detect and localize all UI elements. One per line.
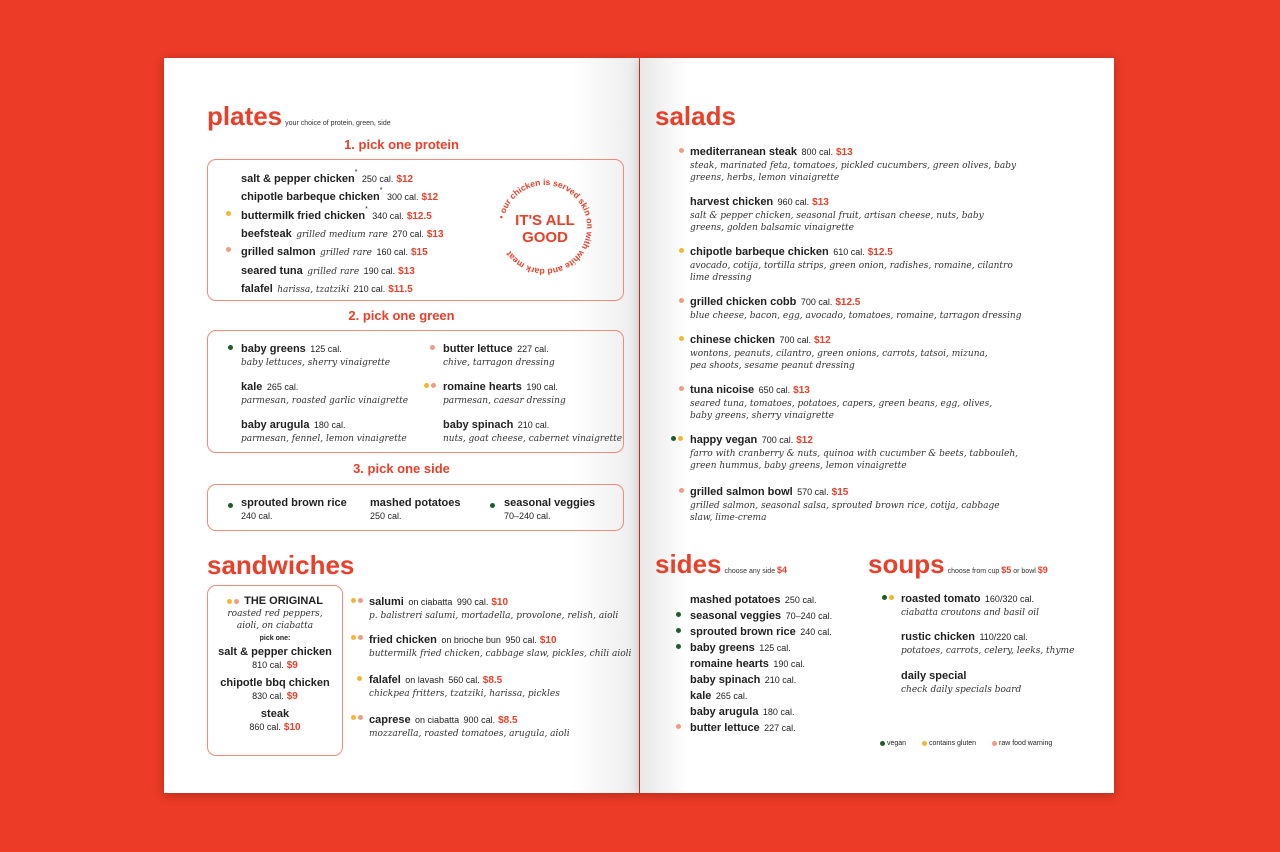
green-item [241, 339, 390, 369]
vegan-icon [490, 503, 495, 508]
sides-item-cal: 265 cal. [715, 691, 748, 701]
salad-price: $13 [835, 147, 853, 158]
protein-cal: 300 cal. [386, 192, 419, 202]
sandwich-bread: on lavash [405, 675, 444, 685]
gluten-icon [351, 635, 356, 640]
green-desc: chive, tarragon dressing [443, 358, 555, 368]
sandwich-cal: 990 cal. [456, 597, 489, 607]
sandwich-desc: mozzarella, roasted tomatoes, arugula, aioli [369, 729, 570, 739]
salad-item [690, 330, 1000, 372]
sides-item-cal: 125 cal. [759, 643, 791, 653]
original-option-cal: 830 cal. [252, 691, 284, 701]
sandwich-price: $10 [491, 597, 509, 608]
protein-dots-salmon [226, 245, 233, 255]
sandwich-price: $8.5 [482, 675, 503, 686]
raw-icon [992, 741, 997, 746]
gluten-icon [226, 211, 231, 216]
sandwich-dots [351, 713, 365, 723]
green-desc: baby lettuces, sherry vinaigrette [241, 358, 391, 368]
protein-name: falafel [241, 283, 273, 295]
protein-item [241, 242, 428, 260]
side-dots [228, 501, 235, 511]
protein-mark: * [365, 206, 368, 213]
sides-item-name: baby arugula [690, 706, 759, 718]
original-pick-label: pick one: [259, 635, 291, 642]
green-name: baby greens [241, 343, 306, 355]
sides-item-name: baby greens [690, 642, 755, 654]
salad-dots [679, 246, 686, 256]
protein-name: chipotle barbeque chicken [241, 191, 380, 203]
protein-price: $15 [410, 247, 428, 258]
step-pick-side: 3. pick one side [353, 461, 450, 476]
green-cal: 125 cal. [310, 344, 342, 354]
original-option-price: $10 [283, 722, 301, 733]
sides-item-name: sprouted brown rice [690, 626, 796, 638]
sandwich-desc: p. balistreri salumi, mortadella, provolone, relish, aioli [369, 611, 619, 621]
vegan-icon [882, 595, 887, 600]
green-desc: parmesan, roasted garlic vinaigrette [241, 396, 409, 406]
sides-item-cal: 190 cal. [773, 659, 805, 669]
soup-desc: check daily specials board [901, 685, 1022, 695]
green-desc: nuts, goat cheese, cabernet vinaigrette [443, 434, 623, 444]
protein-name: salt & pepper chicken [241, 173, 355, 185]
salad-price: $12.5 [835, 297, 861, 308]
salad-cal: 960 cal. [777, 197, 810, 207]
salad-desc: avocado, cotija, tortilla strips, green onion, radishes, romaine, cilantro lime dressing [690, 261, 1013, 283]
salad-dots [679, 296, 686, 306]
salad-name: harvest chicken [690, 196, 774, 208]
green-cal: 265 cal. [266, 382, 299, 392]
sandwich-bread: on brioche bun [441, 635, 501, 645]
gluten-icon [357, 676, 362, 681]
original-name: THE ORIGINAL [244, 595, 323, 607]
protein-price: $13 [398, 266, 415, 277]
salad-dots [679, 334, 686, 344]
soup-name: roasted tomato [901, 593, 981, 605]
sandwich-item [369, 592, 618, 622]
green-item [443, 339, 555, 369]
gluten-icon [889, 595, 894, 600]
salad-price: $12.5 [867, 247, 893, 258]
sandwich-desc: buttermilk fried chicken, cabbage slaw, pickles, chili aioli [369, 649, 632, 659]
salad-name: tuna nicoise [690, 384, 755, 396]
its-all-good-badge [489, 171, 601, 283]
raw-icon [358, 715, 363, 720]
vegan-icon [671, 436, 676, 441]
green-dots [228, 343, 235, 353]
green-desc: parmesan, caesar dressing [443, 396, 566, 406]
sides-item-cal: 180 cal. [762, 707, 795, 717]
gluten-icon [351, 715, 356, 720]
salad-name: grilled chicken cobb [690, 296, 797, 308]
salad-cal: 700 cal. [779, 335, 811, 345]
sandwich-price: $8.5 [498, 715, 518, 726]
salad-desc: grilled salmon, seasonal salsa, sprouted brown rice, cotija, cabbage slaw, lime-crema [690, 501, 1000, 523]
soup-dots [882, 593, 896, 603]
protein-item [241, 279, 413, 297]
green-desc: parmesan, fennel, lemon vinaigrette [241, 434, 407, 444]
side-name: sprouted brown rice [241, 497, 347, 509]
green-item [443, 415, 622, 445]
protein-cal: 160 cal. [376, 247, 408, 257]
step-pick-green: 2. pick one green [348, 308, 455, 323]
sandwich-name: caprese [369, 714, 411, 726]
vegan-icon [228, 345, 233, 350]
salad-item [690, 192, 1020, 234]
original-desc: roasted red peppers, aioli, on ciabatta [227, 609, 323, 631]
soup-name: rustic chicken [901, 631, 975, 643]
salad-cal: 700 cal. [800, 297, 833, 307]
salad-item [690, 242, 1020, 284]
sandwich-price: $10 [539, 635, 557, 646]
protein-extra: grilled rare [307, 267, 360, 277]
legend-raw: raw food warning [998, 740, 1053, 747]
salad-cal: 570 cal. [797, 487, 829, 497]
protein-price: $12.5 [406, 211, 432, 222]
protein-cal: 340 cal. [372, 211, 404, 221]
raw-icon [358, 635, 363, 640]
salad-cal: 650 cal. [758, 385, 791, 395]
side-item [370, 496, 460, 522]
raw-icon [234, 599, 239, 604]
sides-item-cal: 240 cal. [800, 627, 832, 637]
sandwich-dots [351, 633, 365, 643]
raw-icon [679, 298, 684, 303]
green-cal: 190 cal. [526, 382, 558, 392]
salad-desc: salt & pepper chicken, seasonal fruit, artisan cheese, nuts, baby greens, golden balsamic vinaigrette [690, 211, 984, 233]
soup-item [901, 666, 1021, 696]
sides-item-name: seasonal veggies [690, 610, 782, 622]
raw-icon [676, 724, 681, 729]
protein-item [241, 224, 444, 242]
original-option-name: salt & pepper chicken [218, 646, 332, 658]
sides-item [676, 718, 796, 736]
protein-item [241, 187, 438, 205]
green-item [241, 415, 407, 445]
salad-name: chinese chicken [690, 334, 775, 346]
original-option [208, 676, 342, 703]
gluten-icon [678, 436, 683, 441]
sides-item-name: kale [690, 690, 712, 702]
green-dots [424, 381, 438, 391]
soups-heading [868, 550, 1048, 586]
protein-name: grilled salmon [241, 246, 316, 258]
sandwich-name: falafel [369, 674, 401, 686]
soups-note-a: choose from cup [947, 568, 1000, 575]
green-name: baby arugula [241, 419, 310, 431]
soup-item [901, 627, 1074, 657]
sides-item-name: baby spinach [690, 674, 761, 686]
soups-title: soups [868, 549, 945, 579]
protein-item [241, 261, 415, 279]
gluten-icon [679, 336, 684, 341]
gluten-icon [922, 741, 927, 746]
sides-title: sides [655, 549, 722, 579]
salad-item [690, 430, 1020, 472]
sides-price: $4 [777, 565, 788, 575]
protein-extra: grilled rare [320, 248, 372, 258]
side-cal: 250 cal. [370, 511, 402, 521]
greens-box [207, 330, 624, 453]
soup-name: daily special [901, 670, 967, 682]
soup-desc: potatoes, carrots, celery, leeks, thyme [901, 646, 1075, 656]
sides-item-name: mashed potatoes [690, 594, 781, 606]
protein-extra: harissa, tzatziki [277, 285, 350, 295]
side-box [207, 484, 624, 531]
right-page [640, 58, 1114, 793]
salad-name: grilled salmon bowl [690, 486, 793, 498]
sides-note: choose any side [724, 568, 776, 575]
original-sandwich-box [207, 585, 343, 756]
protein-price: $13 [426, 229, 444, 240]
sandwich-bread: on ciabatta [415, 715, 460, 725]
salad-desc: blue cheese, bacon, egg, avocado, tomatoes, romaine, tarragon dressing [690, 311, 1022, 321]
salad-desc: seared tuna, tomatoes, potatoes, capers, green beans, egg, olives, baby greens, sherry vinaigrette [690, 399, 993, 421]
raw-icon [431, 383, 436, 388]
protein-name: beefsteak [241, 228, 292, 240]
salad-price: $15 [831, 487, 849, 498]
salad-cal: 610 cal. [833, 247, 865, 257]
green-name: baby spinach [443, 419, 514, 431]
salad-name: mediterranean steak [690, 146, 797, 158]
green-cal: 210 cal. [517, 420, 550, 430]
protein-box [207, 159, 624, 301]
salad-desc: steak, marinated feta, tomatoes, pickled cucumbers, green olives, baby greens, herbs, lemon vinaigrette [690, 161, 1017, 183]
side-name: mashed potatoes [370, 497, 461, 509]
vegan-icon [228, 503, 233, 508]
protein-mark: * [354, 169, 358, 176]
plates-heading [207, 102, 391, 138]
side-cal: 70–240 cal. [504, 511, 551, 521]
vegan-icon [676, 628, 681, 633]
badge-line1: IT'S ALL [515, 212, 575, 229]
plates-subtitle: your choice of protein, green, side [285, 120, 391, 127]
salad-dots [671, 434, 685, 444]
sandwich-item [369, 630, 631, 660]
original-option-name: steak [260, 708, 290, 720]
protein-item [241, 169, 413, 187]
green-item [443, 377, 566, 407]
original-option-price: $9 [286, 691, 298, 702]
salad-price: $12 [796, 435, 813, 446]
green-cal: 227 cal. [517, 344, 549, 354]
protein-extra: grilled medium rare [296, 230, 388, 240]
sandwiches-title: sandwiches [207, 550, 355, 580]
original-option-name: chipotle bbq chicken [220, 677, 330, 689]
salad-item [690, 142, 1020, 184]
step-pick-protein: 1. pick one protein [344, 137, 459, 152]
raw-icon [679, 488, 684, 493]
original-option-price: $9 [286, 660, 298, 671]
soups-note-b: or bowl [1013, 568, 1036, 575]
salad-dots [679, 486, 686, 496]
sandwich-item [369, 710, 570, 740]
green-cal: 180 cal. [313, 420, 346, 430]
side-name: seasonal veggies [504, 497, 596, 509]
legend-gluten: contains gluten [928, 740, 977, 747]
badge-ring-path: • our chicken is served skin on with white and dark meat [495, 176, 596, 278]
protein-cal: 250 cal. [361, 174, 394, 184]
original-heading [208, 594, 342, 608]
salad-dots [679, 384, 686, 394]
green-item [241, 377, 408, 407]
sandwich-desc: chickpea fritters, tzatziki, harissa, pickles [369, 689, 560, 699]
sides-item-name: romaine hearts [690, 658, 769, 670]
raw-icon [679, 148, 684, 153]
gluten-icon [424, 383, 429, 388]
salad-name: happy vegan [690, 434, 758, 446]
sandwich-bread: on ciabatta [408, 597, 453, 607]
sandwich-cal: 900 cal. [463, 715, 496, 725]
original-option-cal: 810 cal. [252, 660, 284, 670]
soups-cup-price: $5 [1001, 565, 1012, 575]
salad-item [690, 380, 1000, 422]
protein-item [241, 206, 432, 224]
protein-name: buttermilk fried chicken [241, 210, 366, 222]
salad-name: chipotle barbeque chicken [690, 246, 829, 258]
raw-icon [226, 247, 231, 252]
raw-icon [430, 345, 435, 350]
protein-cal: 190 cal. [363, 266, 396, 276]
salad-price: $13 [793, 385, 810, 396]
sides-item-cal: 70–240 cal. [785, 611, 833, 621]
side-cal: 240 cal. [241, 511, 273, 521]
raw-icon [358, 598, 363, 603]
salad-desc: farro with cranberry & nuts, quinoa with cucumber & beets, tabbouleh, green hummus, baby greens, lemon vinaigrette [690, 449, 1019, 471]
left-page [164, 58, 639, 793]
sandwich-dots [351, 596, 365, 606]
salad-cal: 700 cal. [761, 435, 794, 445]
side-item [504, 496, 595, 522]
sandwich-cal: 560 cal. [448, 675, 480, 685]
salad-item [690, 482, 1000, 524]
protein-cal: 210 cal. [353, 284, 386, 294]
soup-cal: 160/320 cal. [984, 594, 1034, 604]
salad-price: $12 [813, 335, 831, 346]
protein-name: seared tuna [241, 265, 303, 277]
sandwich-name: salumi [369, 596, 404, 608]
salad-item [690, 292, 1021, 322]
soups-bowl-price: $9 [1037, 565, 1048, 575]
salad-dots [679, 146, 686, 156]
sides-heading [655, 550, 787, 586]
green-name: kale [241, 381, 263, 393]
original-option [208, 707, 342, 734]
sandwich-cal: 950 cal. [505, 635, 537, 645]
protein-cal: 270 cal. [392, 229, 424, 239]
protein-dots-fried [226, 209, 233, 219]
salad-cal: 800 cal. [801, 147, 833, 157]
raw-icon [679, 386, 684, 391]
gluten-icon [679, 248, 684, 253]
vegan-icon [880, 741, 885, 746]
salad-desc: wontons, peanuts, cilantro, green onions, carrots, tatsoi, mizuna, pea shoots, sesame peanut dressing [690, 349, 988, 371]
vegan-icon [676, 612, 681, 617]
protein-price: $12 [421, 192, 439, 203]
soup-item [901, 589, 1039, 619]
soup-desc: ciabatta croutons and basil oil [901, 608, 1040, 618]
green-name: butter lettuce [443, 343, 513, 355]
side-item [241, 496, 347, 522]
sandwich-item [369, 670, 560, 700]
green-name: romaine hearts [443, 381, 522, 393]
sides-item-cal: 210 cal. [764, 675, 797, 685]
original-option [208, 645, 342, 672]
protein-mark: * [379, 187, 383, 194]
green-dots [430, 343, 437, 353]
side-dots [490, 501, 497, 511]
sides-item-name: butter lettuce [690, 722, 760, 734]
salad-price: $13 [812, 197, 829, 208]
gluten-icon [227, 599, 232, 604]
sandwich-dots [357, 674, 364, 684]
plates-title: plates [207, 101, 283, 131]
protein-price: $11.5 [388, 284, 413, 295]
sides-item-cal: 227 cal. [764, 723, 796, 733]
legend [880, 740, 1052, 747]
soup-cal: 110/220 cal. [979, 632, 1028, 642]
protein-price: $12 [396, 174, 414, 185]
badge-line2: GOOD [522, 229, 568, 246]
salads-title: salads [655, 101, 736, 131]
sides-item-cal: 250 cal. [784, 595, 817, 605]
vegan-icon [676, 644, 681, 649]
sandwich-name: fried chicken [369, 634, 437, 646]
legend-vegan: vegan [887, 740, 907, 747]
gluten-icon [351, 598, 356, 603]
original-option-cal: 860 cal. [249, 722, 281, 732]
